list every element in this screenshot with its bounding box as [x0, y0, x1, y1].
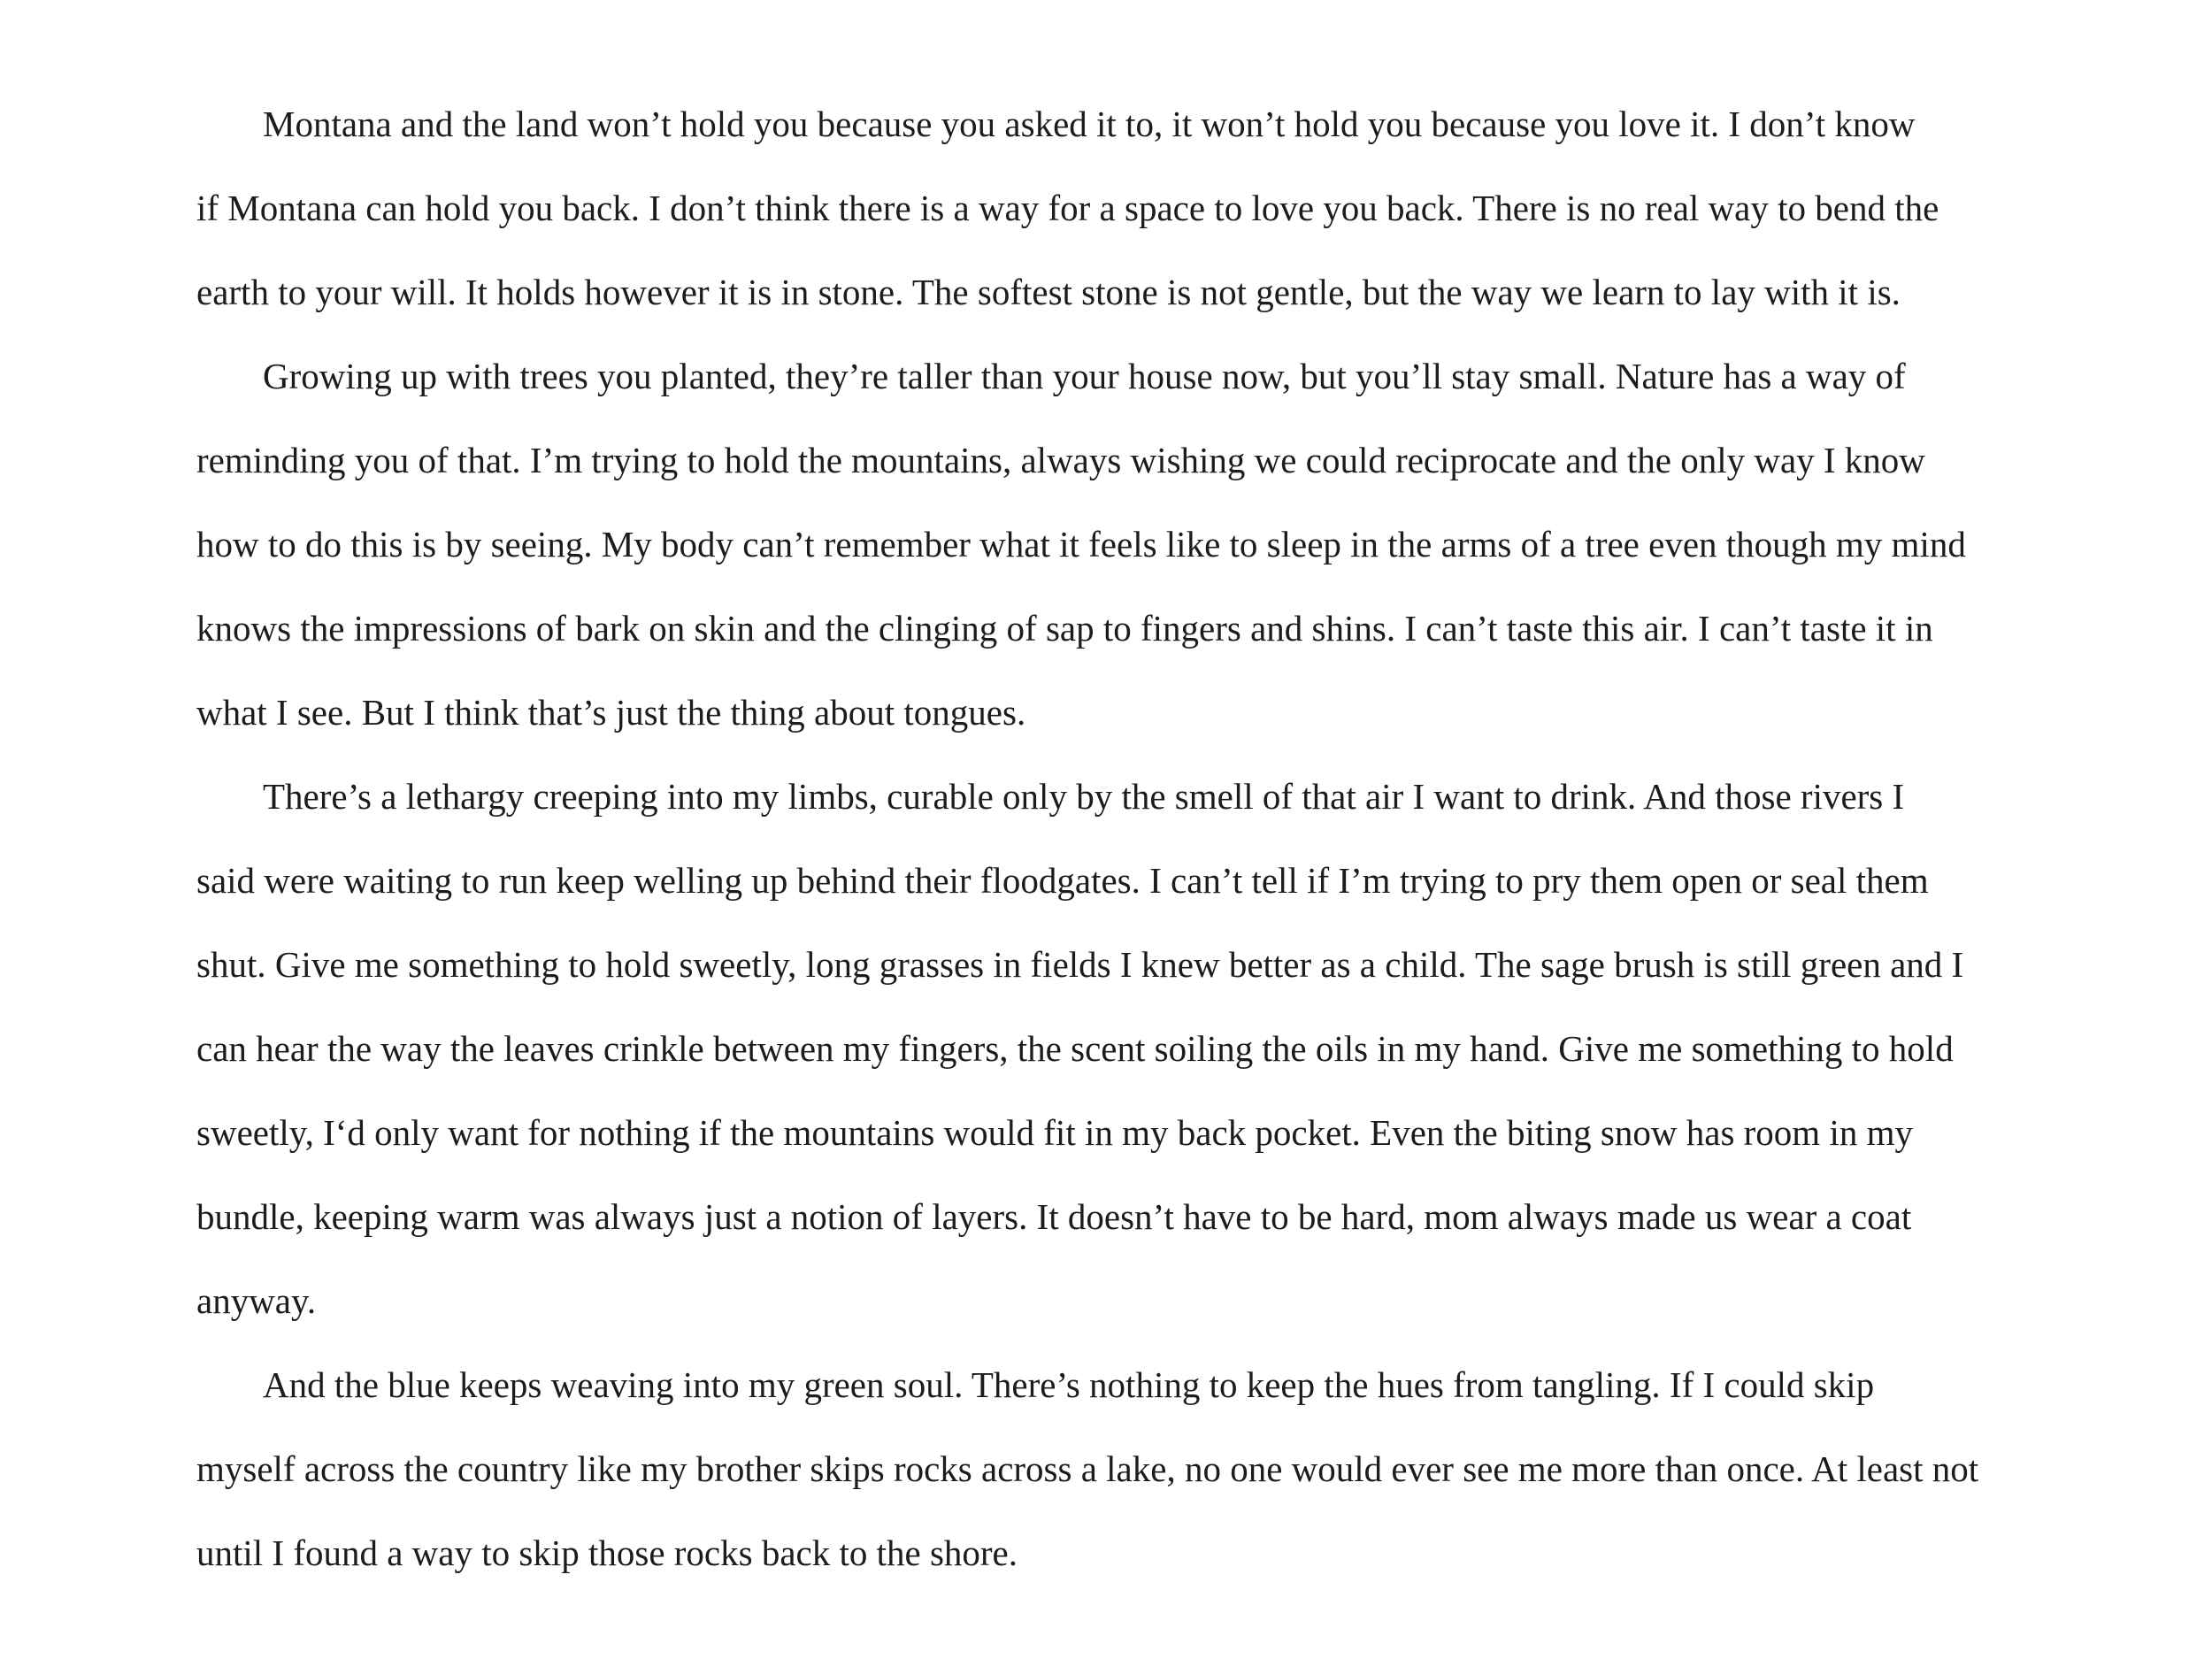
paragraph-2-line-2: reminding you of that. I’m trying to hold the mountains, always wishing we could reciprocate and the only way I know	[196, 440, 1925, 480]
paragraph-1-line-1: Montana and the land won’t hold you because you asked it to, it won’t hold you because you love it. I don’t know	[263, 104, 1916, 144]
paragraph-4-line-3: until I found a way to skip those rocks back to the shore.	[196, 1532, 1018, 1573]
paragraph-3-line-7: anyway.	[196, 1280, 317, 1321]
paragraph-4-line-1: And the blue keeps weaving into my green soul. There’s nothing to keep the hues from tangling. If I could skip	[263, 1364, 1875, 1405]
paragraph-2-line-4: knows the impressions of bark on skin and the clinging of sap to fingers and shins. I can’t taste this air. I can’t taste it in	[196, 608, 1933, 649]
paragraph-4-line-2: myself across the country like my brother skips rocks across a lake, no one would ever see me more than once. At least not	[196, 1448, 1979, 1489]
paragraph-2-line-1: Growing up with trees you planted, they’re taller than your house now, but you’ll stay small. Nature has a way of	[263, 356, 1906, 396]
paragraph-3-line-5: sweetly, I‘d only want for nothing if the mountains would fit in my back pocket. Even the biting snow has room in my	[196, 1112, 1913, 1153]
paragraph-3-line-6: bundle, keeping warm was always just a notion of layers. It doesn’t have to be hard, mom always made us wear a coat	[196, 1196, 1912, 1237]
paragraph-1-line-3: earth to your will. It holds however it is in stone. The softest stone is not gentle, but the way we learn to lay with it is.	[196, 272, 1901, 312]
paragraph-1-line-2: if Montana can hold you back. I don’t think there is a way for a space to love you back. There is no real way to bend the	[196, 188, 1939, 228]
paragraph-3-line-2: said were waiting to run keep welling up behind their floodgates. I can’t tell if I’m trying to pry them open or seal them	[196, 860, 1929, 901]
paragraph-3-line-1: There’s a lethargy creeping into my limbs, curable only by the smell of that air I want to drink. And those rivers I	[263, 776, 1905, 817]
paragraph-3-line-4: can hear the way the leaves crinkle between my fingers, the scent soiling the oils in my hand. Give me something to hold	[196, 1028, 1954, 1069]
paragraph-3-line-3: shut. Give me something to hold sweetly, long grasses in fields I knew better as a child. The sage brush is still green and I	[196, 944, 1964, 985]
paragraph-2-line-3: how to do this is by seeing. My body can’t remember what it feels like to sleep in the arms of a tree even though my mind	[196, 524, 1966, 565]
paragraph-2-line-5: what I see. But I think that’s just the thing about tongues.	[196, 692, 1026, 733]
